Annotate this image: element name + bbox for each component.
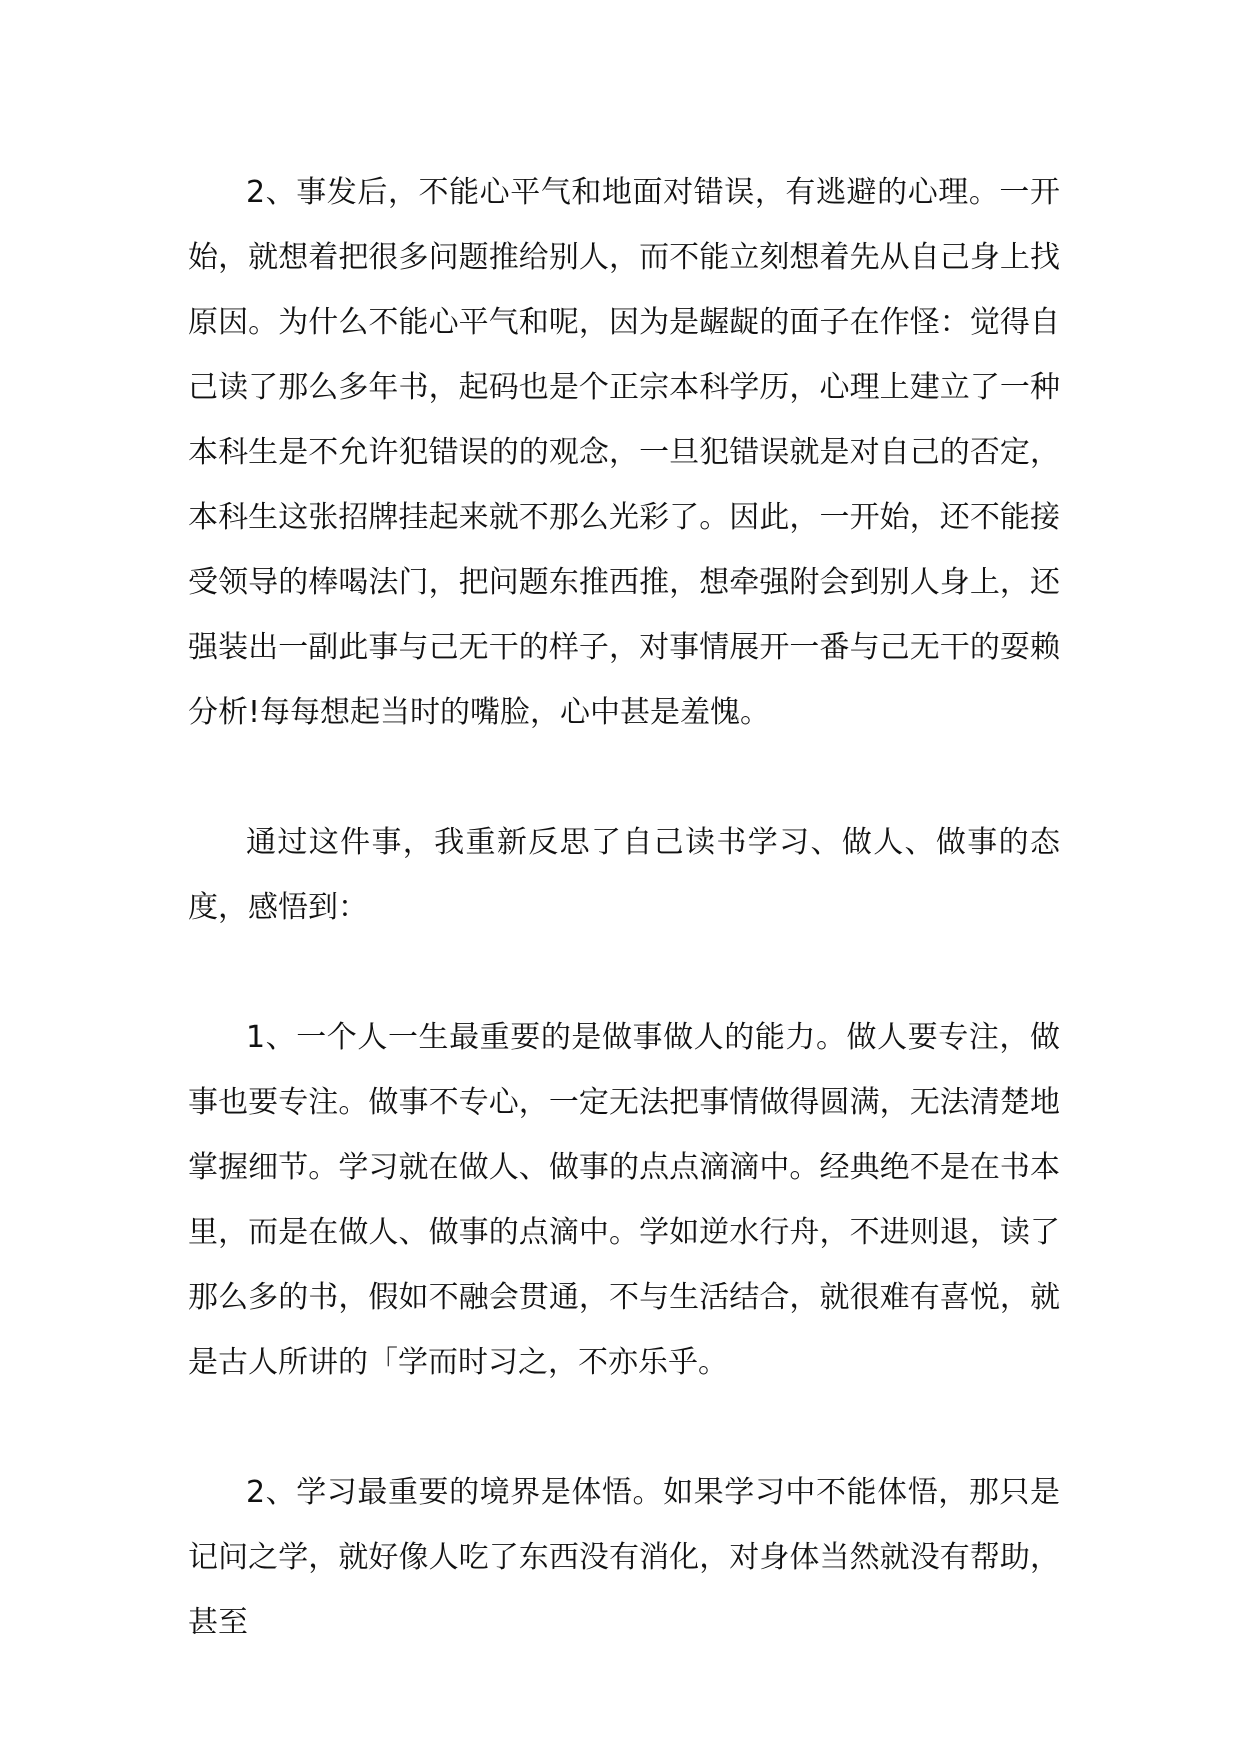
- paragraph-lesson-focus: 1、一个人一生最重要的是做事做人的能力。做人要专注，做事也要专注。做事不专心，一定无法把事情做得圆满，无法清楚地掌握细节。学习就在做人、做事的点点滴滴中。经典绝不是在书本里，而是在做人、做事的点滴中。学如逆水行舟，不进则退，读了那么多的书，假如不融会贯通，不与生活结合，就很难有喜悦，就是古人所讲的「学而时习之，不亦乐乎。: [188, 1020, 1060, 1380]
- paragraph-lesson-insight: 2、学习最重要的境界是体悟。如果学习中不能体悟，那只是记问之学，就好像人吃了东西没有消化，对身体当然就没有帮助，甚至: [188, 1475, 1060, 1640]
- paragraph-escape-mindset: 2、事发后，不能心平气和地面对错误，有逃避的心理。一开始，就想着把很多问题推给别人，而不能立刻想着先从自己身上找原因。为什么不能心平气和呢，因为是龌龊的面子在作怪：觉得自己读了那么多年书，起码也是个正宗本科学历，心理上建立了一种本科生是不允许犯错误的的观念，一旦犯错误就是对自己的否定，本科生这张招牌挂起来就不那么光彩了。因此，一开始，还不能接受领导的棒喝法门，把问题东推西推，想牵强附会到别人身上，还强装出一副此事与己无干的样子，对事情展开一番与己无干的耍赖分析!每每想起当时的嘴脸，心中甚是羞愧。: [188, 175, 1060, 730]
- document-body: [188, 160, 1060, 1655]
- paragraph-reflection-intro: 通过这件事，我重新反思了自己读书学习、做人、做事的态度，感悟到：: [188, 825, 1060, 925]
